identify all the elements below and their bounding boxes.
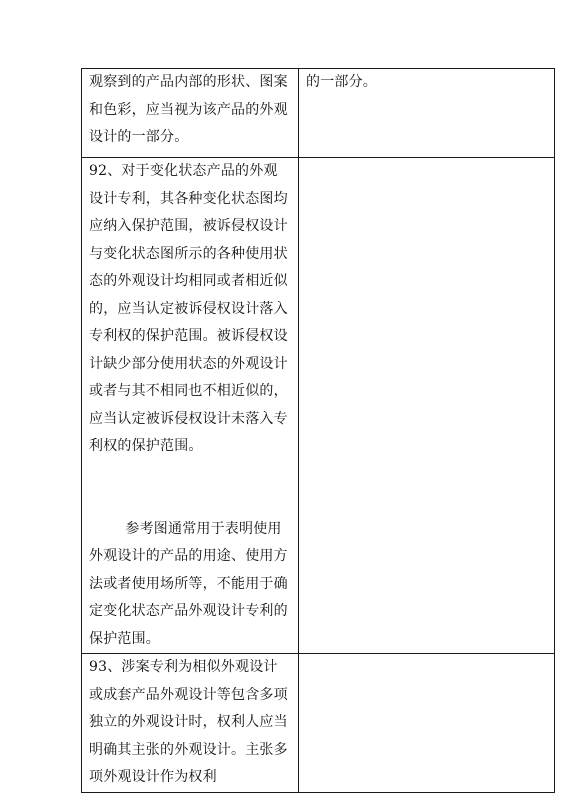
article-93-text: 93、涉案专利为相似外观设计或成套产品外观设计等包含多项独立的外观设计时，权利人应当明确其主张的外观设计。主张多项外观设计作为权利 <box>89 659 288 785</box>
table-row <box>82 158 555 654</box>
paragraph-spacer <box>89 461 291 516</box>
cell-text: 的一部分。 <box>306 74 377 90</box>
reference-figure-text: 参考图通常用于表明使用外观设计的产品的用途、使用方法或者使用场所等，不能用于确定变化状态产品外观设计专利的保护范围。 <box>89 520 288 647</box>
left-cell <box>82 69 299 158</box>
article-92-text: 92、对于变化状态产品的外观设计专利，其各种变化状态图均应纳入保护范围，被诉侵权设计与变化状态图所示的各种使用状态的外观设计均相同或者相近似的，应当认定被诉侵权设计落入专利权的保护范围。被诉侵权设计缺少部分使用状态的外观设计或者与其不相同也不相近似的，应当认定被诉侵权设计未落入专利权的保护范围。 <box>89 163 288 454</box>
right-cell <box>299 158 555 654</box>
left-cell <box>82 158 299 654</box>
left-cell <box>82 654 299 793</box>
cell-text: 观察到的产品内部的形状、图案和色彩，应当视为该产品的外观设计的一部分。 <box>89 74 288 145</box>
right-cell <box>299 654 555 793</box>
table-row <box>82 69 555 158</box>
provisions-table <box>81 68 555 793</box>
right-cell <box>299 69 555 158</box>
table-row <box>82 654 555 793</box>
